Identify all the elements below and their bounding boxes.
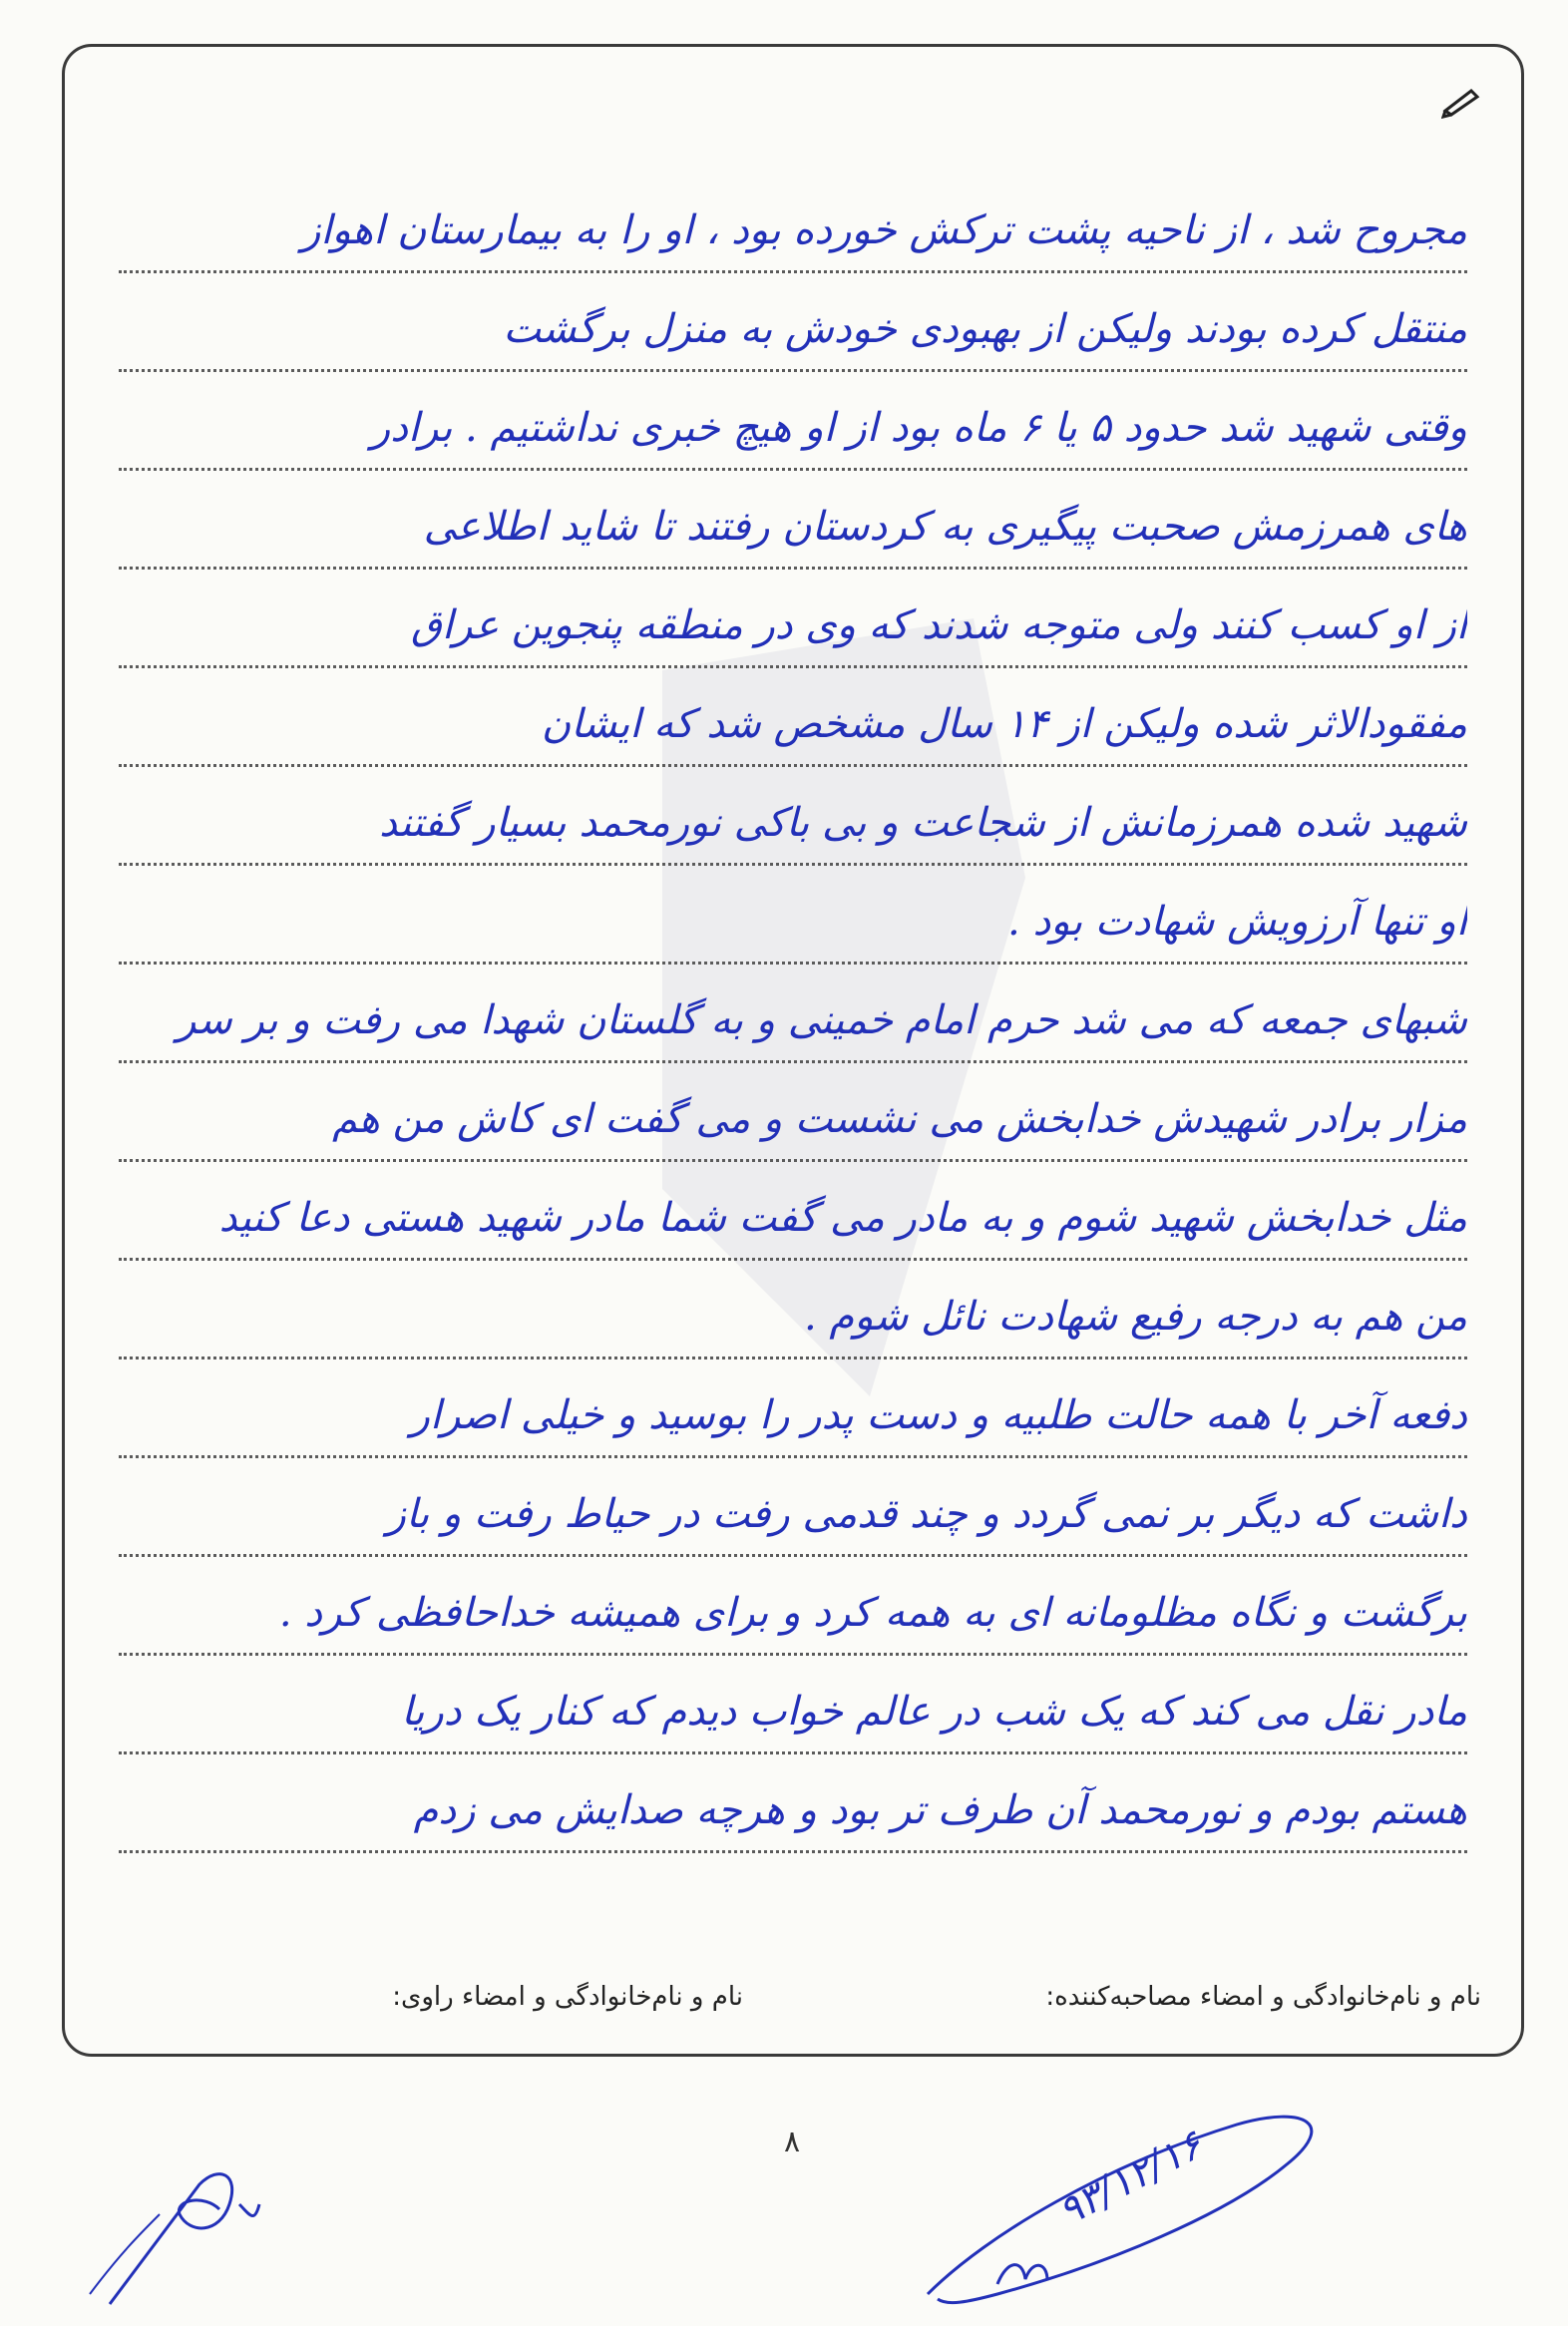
handwritten-text-line: مجروح شد ، از ناحیه پشت ترکش خورده بود ، او را به بیمارستان اهواز: [301, 207, 1467, 253]
handwritten-text-line: برگشت و نگاه مظلومانه ای به همه کرد و برای همیشه خداحافظی کرد .: [278, 1590, 1467, 1636]
handwritten-text-line: من هم به درجه رفیع شهادت نائل شوم .: [804, 1294, 1467, 1340]
handwritten-text-line: داشت که دیگر بر نمی گردد و چند قدمی رفت در حیاط رفت و باز: [386, 1491, 1467, 1537]
narrator-signature-label: نام و نام‌خانوادگی و امضاء راوی:: [392, 1982, 743, 2012]
handwritten-text-line: او تنها آرزویش شهادت بود .: [1007, 899, 1467, 945]
handwritten-text-line: شهید شده همرزمانش از شجاعت و بی باکی نورمحمد بسیار گفتند: [379, 800, 1467, 846]
interviewer-signature: [908, 2085, 1347, 2314]
page-number: ۸: [784, 2125, 801, 2159]
pen-writing-icon: [1441, 85, 1481, 119]
lined-page-frame: [62, 44, 1524, 2057]
handwritten-lines: [119, 175, 1467, 1853]
handwritten-text-line: وقتی شهید شد حدود ۵ یا ۶ ماه بود از او هیچ خبری نداشتیم . برادر: [370, 405, 1467, 451]
ruled-line: [119, 1458, 1467, 1557]
handwritten-text-line: مثل خدابخش شهید شوم و به مادر می گفت شما مادر شهید هستی دعا کنید: [218, 1195, 1467, 1241]
ruled-line: [119, 668, 1467, 767]
ruled-line: [119, 1557, 1467, 1656]
ruled-line: [119, 372, 1467, 471]
handwritten-text-line: مزار برادر شهیدش خدابخش می نشست و می گفت ای کاش من هم: [332, 1096, 1467, 1142]
interviewer-signature-label: نام و نام‌خانوادگی و امضاء مصاحبه‌کننده:: [1045, 1982, 1481, 2012]
handwritten-text-line: دفعه آخر با همه حالت طلبیه و دست پدر را بوسید و خیلی اصرار: [410, 1392, 1467, 1438]
ruled-line: [119, 1261, 1467, 1359]
ruled-line: [119, 1754, 1467, 1853]
ruled-line: [119, 471, 1467, 570]
ruled-line: [119, 767, 1467, 866]
handwritten-text-line: های همرزمش صحبت پیگیری به کردستان رفتند تا شاید اطلاعی: [423, 504, 1467, 550]
handwritten-text-line: شبهای جمعه که می شد حرم امام خمینی و به گلستان شهدا می رفت و بر سر: [177, 997, 1467, 1043]
ruled-line: [119, 1359, 1467, 1458]
ruled-line: [119, 175, 1467, 273]
handwritten-text-line: از او کسب کنند ولی متوجه شدند که وی در منطقه پنجوین عراق: [410, 602, 1467, 648]
handwritten-text-line: مفقودالاثر شده ولیکن از ۱۴ سال مشخص شد که ایشان: [541, 701, 1467, 747]
ruled-line: [119, 965, 1467, 1063]
signature-date-text: ۹۳/۱۲/۱۶: [1050, 2122, 1210, 2236]
ruled-line: [119, 866, 1467, 965]
ruled-line: [119, 1162, 1467, 1261]
handwritten-text-line: مادر نقل می کند که یک شب در عالم خواب دیدم که کنار یک دریا: [401, 1689, 1467, 1735]
ruled-line: [119, 273, 1467, 372]
ruled-line: [119, 1656, 1467, 1754]
handwritten-text-line: هستم بودم و نورمحمد آن طرف تر بود و هرچه صدایش می زدم: [413, 1787, 1467, 1833]
narrator-signature: [80, 2144, 279, 2314]
ruled-line: [119, 570, 1467, 668]
handwritten-text-line: منتقل کرده بودند ولیکن از بهبودی خودش به منزل برگشت: [503, 306, 1467, 352]
ruled-line: [119, 1063, 1467, 1162]
